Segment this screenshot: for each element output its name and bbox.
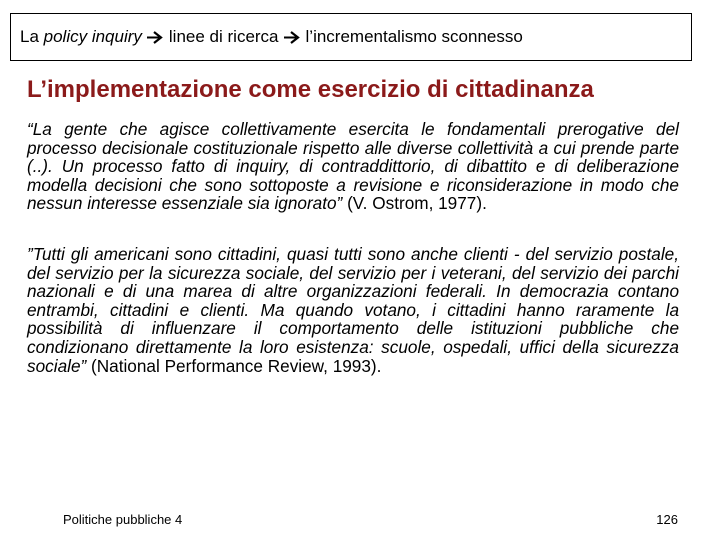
right-arrow-icon xyxy=(284,31,300,44)
page-title: L’implementazione come esercizio di cittadinanza xyxy=(27,76,594,103)
right-arrow-icon xyxy=(147,31,163,44)
footer-course-title: Politiche pubbliche 4 xyxy=(63,512,183,527)
quote-paragraph-npr xyxy=(27,245,679,375)
page-number: 126 xyxy=(656,512,678,527)
quote-source: (V. Ostrom, 1977). xyxy=(342,193,487,214)
quote-text: “La gente che agisce collettivamente esercita le fondamentali prerogative del processo decisionale costituzionale rispetto alle diverse collettività a cui prende parte (..). Un processo fatto di inquiry, di contraddittorio, di dibattito e di deliberazione modella decisioni che sono sottoposte a revisione e riconsiderazione in modo che nessun interesse essenziale sia ignorato” xyxy=(27,119,679,214)
breadcrumb-part-1: La policy inquiry xyxy=(20,27,142,46)
quote-paragraph-ostrom xyxy=(27,120,679,213)
breadcrumb xyxy=(10,13,692,61)
quote-text: ”Tutti gli americani sono cittadini, quasi tutti sono anche clienti - del servizio postale, del servizio per la sicurezza sociale, del servizio per i veterani, del servizio dei parchi nazionali e di una marea di altre organizzazioni federali. In democrazia contano entrambi, cittadini e clienti. Ma quando votano, i cittadini hanno raramente la possibilità di influenzare il comportamento delle istituzioni pubbliche che condizionano direttamente la loro esistenza: scuole, ospedali, uffici della sicurezza sociale” xyxy=(27,244,679,376)
quote-source: (National Performance Review, 1993). xyxy=(86,355,382,376)
breadcrumb-part-2: linee di ricerca xyxy=(168,27,279,46)
breadcrumb-part-3: l’incrementalismo sconnesso xyxy=(305,27,523,46)
